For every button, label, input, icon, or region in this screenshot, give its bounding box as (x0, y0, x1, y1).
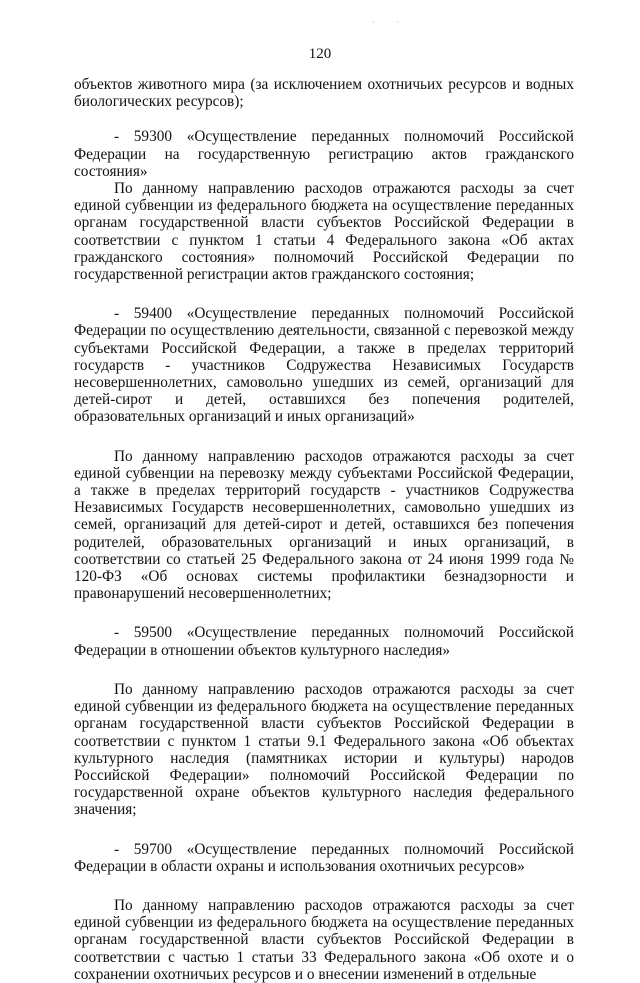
list-item-59700: - 59700 «Осуществление переданных полномочий Российской Федерации в области охраны и использования охотничьих ресурсов» (74, 840, 574, 875)
list-item-59300: - 59300 «Осуществление переданных полномочий Российской Федерации на государственную регистрацию актов гражданского состояния» (74, 128, 574, 180)
paragraph-59500-description: По данному направлению расходов отражаются расходы за счет единой субвенции из федерального бюджета на осуществление переданных органам государственной власти субъектов Российской Федерации в соответствии с пунктом 1 статьи 9.1 Федерального закона «Об объектах культурного наследия (памятниках истории и культуры) народов Российской Федерации» полномочий Российской Федерации по государственной охране объектов культурного наследия федерального значения; (74, 680, 574, 819)
list-item-59400: - 59400 «Осуществление переданных полномочий Российской Федерации по осуществлению деятельности, связанной с перевозкой между субъектами Российской Федерации, а также в пределах территорий государств - участников Содружества Независимых Государств несовершеннолетних, самовольно ушедших из семей, организаций для детей-сирот и детей, оставшихся без попечения родителей, образовательных организаций и иных организаций» (74, 305, 574, 426)
page-number: 120 (308, 46, 332, 62)
scan-artifact-dots: · · (372, 18, 410, 27)
document-body (74, 76, 574, 983)
paragraph-continuation: объектов животного мира (за исключением охотничьих ресурсов и водных биологических ресурсов); (74, 76, 574, 111)
paragraph-59400-description: По данному направлению расходов отражаются расходы за счет единой субвенции на перевозку между субъектами Российской Федерации, а также в пределах территорий государств - участников Содружества Независимых Государств несовершеннолетних, самовольно ушедших из семей, организаций для детей-сирот и детей, оставшихся без попечения родителей, образовательных организаций и иных организаций, в соответствии со статьей 25 Федерального закона от 24 июня 1999 года № 120-ФЗ «Об основах системы профилактики безнадзорности и правонарушений несовершеннолетних; (74, 447, 574, 603)
paragraph-59300-description: По данному направлению расходов отражаются расходы за счет единой субвенции из федерального бюджета на осуществление переданных органам государственной власти субъектов Российской Федерации в соответствии с пунктом 1 статьи 4 Федерального закона «Об актах гражданского состояния» полномочий Российской Федерации по государственной регистрации актов гражданского состояния; (74, 180, 574, 284)
list-item-59500: - 59500 «Осуществление переданных полномочий Российской Федерации в отношении объектов культурного наследия» (74, 624, 574, 659)
paragraph-59700-description: По данному направлению расходов отражаются расходы за счет единой субвенции из федерального бюджета на осуществление переданных органам государственной власти субъектов Российской Федерации в соответствии с частью 1 статьи 33 Федерального закона «Об охоте и о сохранении охотничьих ресурсов и о внесении изменений в отдельные (74, 896, 574, 983)
